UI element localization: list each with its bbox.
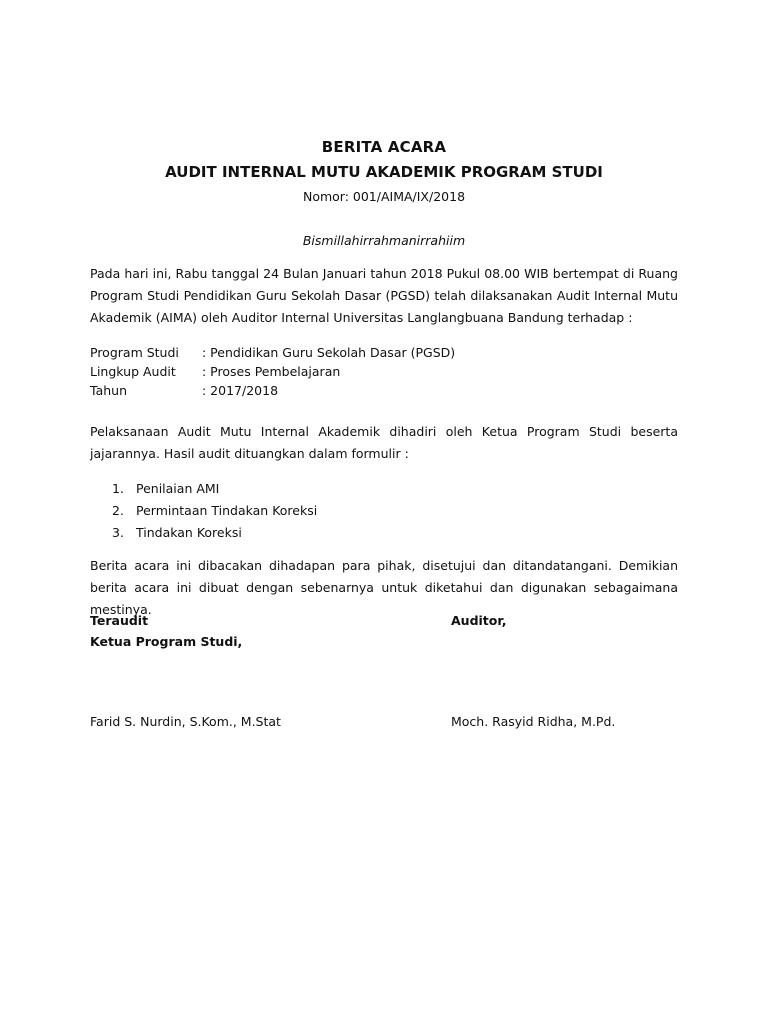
closing-paragraph: Berita acara ini dibacakan dihadapan para pihak, disetujui dan ditandatangani. Demikian berita acara ini dibuat dengan sebenarnya untuk diketahui dan digunakan sebagaimana mestinya. [90,558,678,617]
info-row-tahun [90,381,455,400]
info-row-program-studi [90,343,455,362]
list-label: Tindakan Koreksi [136,525,242,540]
document-number: Nomor: 001/AIMA/IX/2018 [302,189,466,204]
auditor-role: Auditor, [451,613,507,628]
auditee-role: Teraudit [90,613,149,628]
list-number: 3. [112,525,124,540]
list-item [112,500,317,522]
document-title: BERITA ACARA [321,138,447,156]
execution-paragraph: Pelaksanaan Audit Mutu Internal Akademik dihadiri oleh Ketua Program Studi beserta jajarannya. Hasil audit dituangkan dalam formulir : [90,424,678,461]
info-value: : 2017/2018 [202,383,279,398]
info-label: Program Studi [90,345,179,360]
list-number: 2. [112,503,124,518]
list-label: Penilaian AMI [136,481,220,496]
auditee-name: Farid S. Nurdin, S.Kom., M.Stat [90,714,281,729]
auditee-position: Ketua Program Studi, [90,634,243,649]
audit-info-block [90,343,455,400]
info-value: : Proses Pembelajaran [202,364,341,379]
info-label: Lingkup Audit [90,364,176,379]
list-label: Permintaan Tindakan Koreksi [136,503,318,518]
list-item [112,522,317,544]
list-number: 1. [112,481,124,496]
info-label: Tahun [90,383,127,398]
info-value: : Pendidikan Guru Sekolah Dasar (PGSD) [202,345,456,360]
auditor-name: Moch. Rasyid Ridha, M.Pd. [451,714,616,729]
document-subtitle: AUDIT INTERNAL MUTU AKADEMIK PROGRAM STUDI [165,163,603,181]
info-row-lingkup-audit [90,362,455,381]
opening-paragraph: Pada hari ini, Rabu tanggal 24 Bulan Januari tahun 2018 Pukul 08.00 WIB bertempat di Ruang Program Studi Pendidikan Guru Sekolah Dasar (PGSD) telah dilaksanakan Audit Internal Mutu Akademik (AIMA) oleh Auditor Internal Universitas Langlangbuana Bandung terhadap : [90,266,678,325]
basmalah-line: Bismillahirrahmanirrahiim [302,233,466,248]
forms-list [112,478,317,544]
list-item [112,478,317,500]
